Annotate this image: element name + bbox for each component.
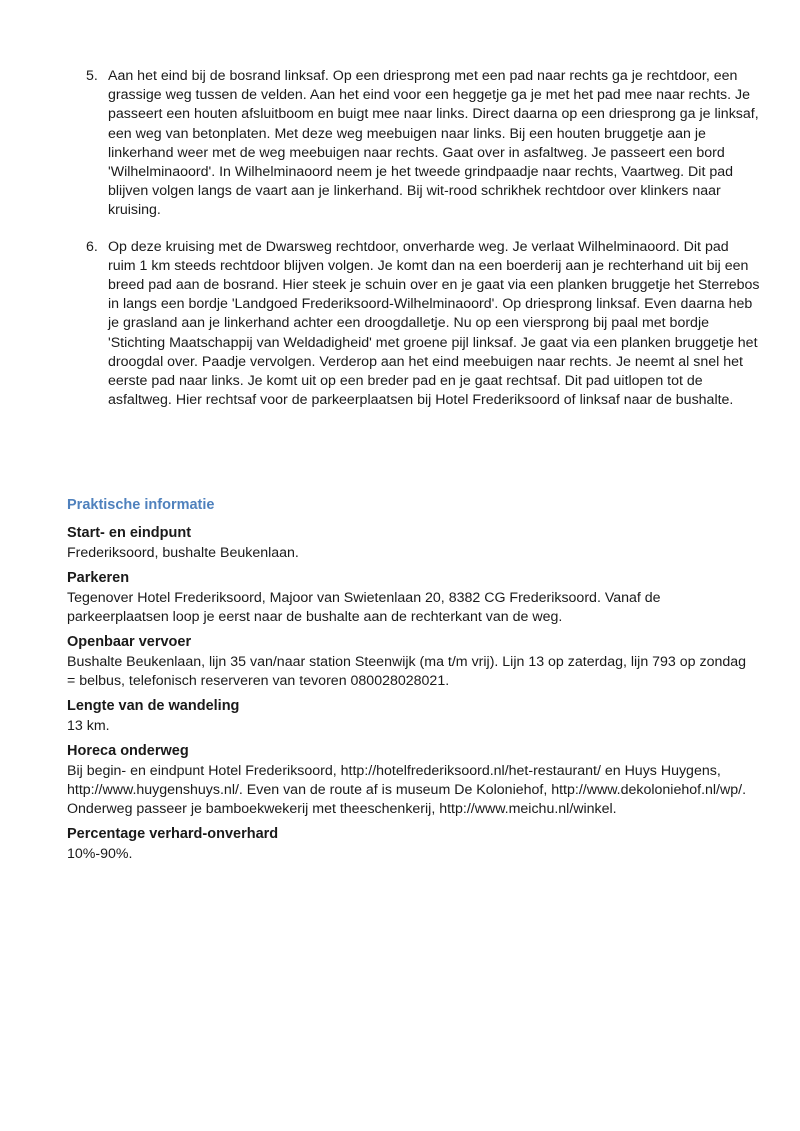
info-heading: Parkeren (67, 570, 130, 586)
step-number: 6. (86, 238, 98, 255)
route-steps-list (80, 67, 760, 427)
info-text: Bushalte Beukenlaan, lijn 35 van/naar station Steenwijk (ma t/m vrij). Lijn 13 op zaterdag, lijn 793 op zondag = belbus, telefonisch reserveren van tevoren 080028028021. (67, 654, 747, 689)
info-surface-percentage (67, 825, 757, 864)
info-text: Tegenover Hotel Frederiksoord, Majoor van Swietenlaan 20, 8382 CG Frederiksoord. Vanaf de parkeerplaatsen loop je eerst naar de bushalte aan de rechterkant van de weg. (67, 590, 661, 625)
practical-info-title: Praktische informatie (67, 497, 215, 513)
step-number: 5. (86, 68, 98, 84)
info-walk-length (67, 697, 757, 736)
info-heading: Openbaar vervoer (67, 634, 192, 650)
route-step-5 (80, 67, 760, 221)
info-public-transport (67, 633, 757, 691)
info-text: 13 km. (67, 718, 110, 734)
info-heading: Start- en eindpunt (67, 525, 192, 541)
info-text: Frederiksoord, bushalte Beukenlaan. (67, 545, 299, 561)
route-step-6 (80, 238, 760, 411)
info-horeca (67, 742, 757, 819)
info-heading: Lengte van de wandeling (67, 698, 240, 714)
info-start-end (67, 524, 757, 563)
step-text: Op deze kruising met de Dwarsweg rechtdoor, onverharde weg. Je verlaat Wilhelminaoord. Dit pad ruim 1 km steeds rechtdoor blijven volgen. Je komt dan na een boerderij aan je rechterhand uit bij een breed pad aan de bosrand. Hier steek je schuin over en je gaat via een planken bruggetje het Sterrebos in langs een bordje 'Landgoed Frederiksoord-Wilhelminaoord'. Op driesprong linksaf. Even daarna heb je grasland aan je linkerhand achter een droogdalletje. Nu op een viersprong bij paal met bordje 'Stichting Maatschappij van Weldadigheid' met groene pijl linksaf. Je gaat via een planken bruggetje het droogdal over. Paadje vervolgen. Verderop aan het eind meebuigen naar rechts. Je neemt al snel het eerste pad naar links. Je komt uit op een breder pad en je gaat rechtsaf. Dit pad uitlopen tot de asfaltweg. Hier rechtsaf voor de parkeerplaatsen bij Hotel Frederiksoord of linksaf naar de bushalte. (108, 238, 760, 409)
info-text: 10%-90%. (67, 846, 133, 862)
step-text: Aan het eind bij de bosrand linksaf. Op een driesprong met een pad naar rechts ga je rechtdoor, een grassige weg tussen de velden. Aan het eind voor een heggetje ga je met het pad mee naar rechts. Je passeert een houten afsluitboom en buigt mee naar links. Direct daarna op een driesprong ga je linksaf, een weg van betonplaten. Met deze weg meebuigen naar links. Bij een houten bruggetje aan je linkerhand weer met de weg meebuigen naar rechts. Gaat over in asfaltweg. Je passeert een bord 'Wilhelminaoord'. In Wilhelminaoord neem je het tweede grindpaadje naar rechts, Vaartweg. Dit pad blijven volgen langs de vaart aan je linkerhand. Bij wit-rood schrikhek rechtdoor over klinkers naar kruising. (108, 68, 759, 219)
practical-info-section (67, 496, 757, 870)
info-heading: Horeca onderweg (67, 743, 189, 759)
info-parking (67, 569, 757, 627)
info-text: Bij begin- en eindpunt Hotel Frederiksoord, http://hotelfrederiksoord.nl/het-restaurant/ en Huys Huygens, http://www.huygenshuys.nl/. Even van de route af is museum De Koloniehof, http://www.dekoloniehof.nl/wp/. Onderweg passeer je bamboekwekerij met theeschenkerij, http://www.meichu.nl/winkel. (67, 763, 747, 817)
info-heading: Percentage verhard-onverhard (67, 826, 279, 842)
